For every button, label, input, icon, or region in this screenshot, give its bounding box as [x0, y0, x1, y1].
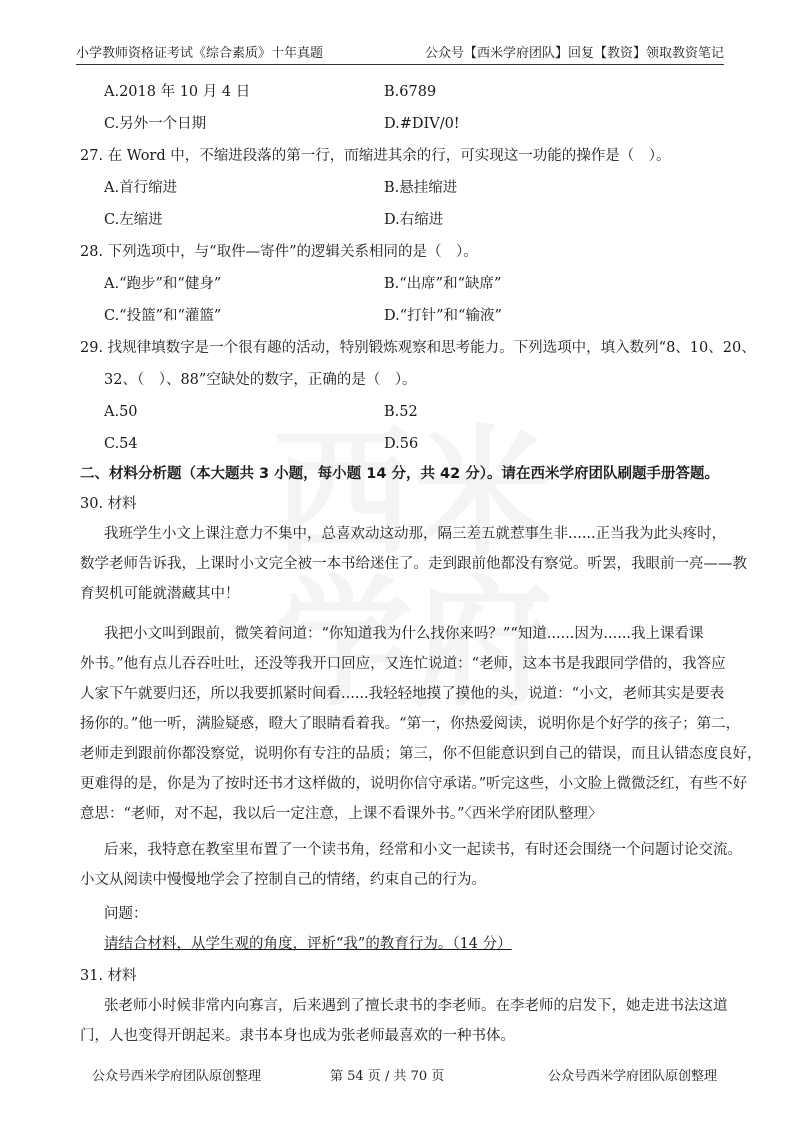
q30-paragraph-1-line: 我班学生小文上课注意力不集中，总喜欢动这动那，隔三差五就惹事生非......正当我为此头疼时，	[104, 526, 727, 542]
q30-question-label: 问题：	[104, 906, 148, 922]
q29-option-d: D.56	[384, 436, 419, 452]
q26-option-b: B.6789	[384, 84, 437, 100]
q29-option-b: B.52	[384, 404, 418, 420]
footer-left: 公众号西米学府团队原创整理	[92, 1069, 262, 1084]
q30-paragraph-3-line: 小文从阅读中慢慢地学会了控制自己的情绪，约束自己的行为。	[80, 872, 486, 888]
footer-page-number: 第 54 页 / 共 70 页	[330, 1069, 445, 1084]
q27-option-d: D.右缩进	[384, 212, 444, 228]
q30-paragraph-2-line: 我把小文叫到跟前，微笑着问道：“你知道我为什么找你来吗？”“知道......因为......我上课看课	[104, 626, 704, 642]
q30-paragraph-2-line: 意思：“老师，对不起，我以后一定注意，上课不看课外书。”〈西米学府团队整理〉	[80, 806, 603, 822]
q27-stem: 27. 在 Word 中，不缩进段落的第一行，而缩进其余的行，可实现这一功能的操作是（ ）。	[80, 148, 671, 164]
q26-option-c: C.另外一个日期	[104, 116, 207, 132]
q30-question: 请结合材料，从学生观的角度，评析“我”的教育行为。（14 分）	[104, 936, 512, 952]
q29-option-a: A.50	[104, 404, 138, 420]
header-left-title: 小学教师资格证考试《综合素质》十年真题	[76, 46, 324, 61]
q31-label: 31. 材料	[80, 968, 137, 984]
q26-option-a: A.2018 年 10 月 4 日	[104, 84, 251, 100]
q26-option-d: D.#DIV/0!	[384, 116, 460, 132]
q30-paragraph-2-line: 更难得的是，你是为了按时还书才这样做的，说明你信守承诺。”听完这些，小文脸上微微泛红，有些不好	[80, 776, 748, 792]
q27-option-c: C.左缩进	[104, 212, 163, 228]
q28-option-c: C.“投篮”和“灌篮”	[104, 308, 222, 324]
q31-paragraph-1-line: 张老师小时候非常内向寡言，后来遇到了擅长隶书的李老师。在李老师的启发下，她走进书法这道	[104, 998, 728, 1014]
q28-stem: 28. 下列选项中，与“取件—寄件”的逻辑关系相同的是（ ）。	[80, 244, 478, 260]
q29-stem-line-1: 29. 找规律填数字是一个很有趣的活动，特别锻炼观察和思考能力。下列选项中，填入数列“8、10、20、	[80, 340, 756, 356]
section-2-title: 二、材料分析题（本大题共 3 小题，每小题 14 分，共 42 分）。请在西米学府团队刷题手册答题。	[80, 466, 719, 482]
q30-paragraph-2-line: 人家下午就要归还，所以我要抓紧时间看......我轻轻地摸了摸他的头，说道：“小文，老师其实是要表	[80, 686, 725, 702]
q30-paragraph-2-line: 外书。”他有点儿吞吞吐吐，还没等我开口回应，又连忙说道：“老师，这本书是我跟同学借的，我答应	[80, 656, 726, 672]
page-header	[76, 38, 724, 65]
q31-paragraph-1-line: 门，人也变得开朗起来。隶书本身也成为张老师最喜欢的一种书体。	[80, 1028, 515, 1044]
q28-option-a: A.“跑步”和“健身”	[104, 276, 222, 292]
header-right-note: 公众号【西米学府团队】回复【教资】领取教资笔记	[424, 46, 724, 61]
q30-label: 30. 材料	[80, 496, 137, 512]
q30-paragraph-3-line: 后来，我特意在教室里布置了一个读书角，经常和小文一起读书，有时还会围绕一个问题讨论交流。	[104, 842, 742, 858]
q30-paragraph-2-line: 扬你的。”他一听，满脸疑惑，瞪大了眼睛看着我。“第一，你热爱阅读，说明你是个好学的孩子；第二，	[80, 716, 741, 732]
q29-stem-line-2: 32、（ ）、88”空缺处的数字，正确的是（ ）。	[104, 372, 417, 388]
q30-paragraph-1-line: 育契机可能就潜藏其中！	[80, 586, 240, 602]
q29-option-c: C.54	[104, 436, 138, 452]
q27-option-a: A.首行缩进	[104, 180, 178, 196]
q30-paragraph-2-line: 老师走到跟前你都没察觉，说明你有专注的品质；第三，你不但能意识到自己的错误，而且认错态度良好，	[80, 746, 762, 762]
q30-paragraph-1-line: 数学老师告诉我，上课时小文完全被一本书给迷住了。走到跟前他都没有察觉。听罢，我眼前一亮——教	[80, 556, 747, 572]
footer-right: 公众号西米学府团队原创整理	[548, 1069, 718, 1084]
q28-option-d: D.“打针”和“输液”	[384, 308, 502, 324]
q27-option-b: B.悬挂缩进	[384, 180, 458, 196]
q28-option-b: B.“出席”和“缺席”	[384, 276, 502, 292]
